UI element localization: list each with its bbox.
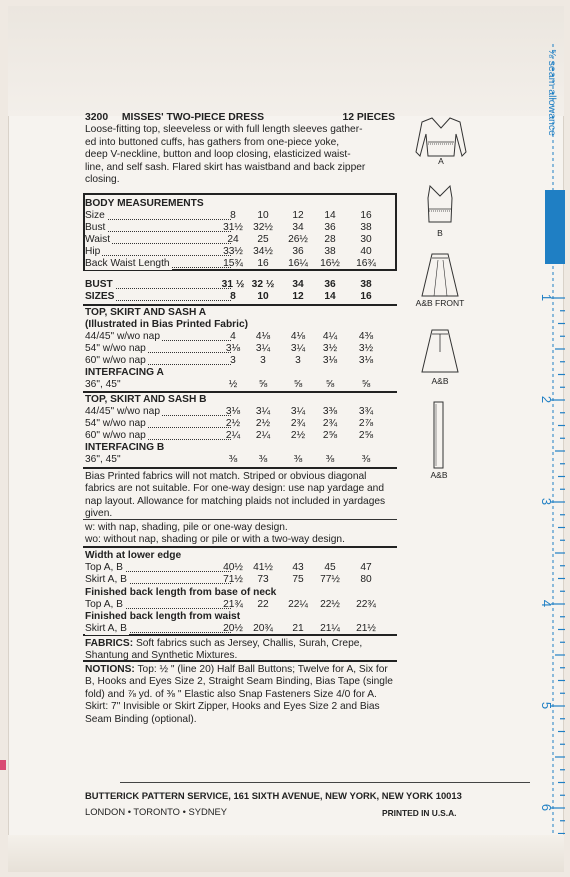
row-value: 34½ xyxy=(253,246,273,257)
description-line: closing. xyxy=(85,174,120,186)
row-value: 31 ½ xyxy=(221,279,245,290)
row-value: 21 xyxy=(292,623,304,634)
description-line: deep V-neckline, button and loop closing, elasticized waist- xyxy=(85,149,351,161)
row-label: Hip xyxy=(85,246,101,257)
row-value: 4⅜ xyxy=(358,331,374,342)
row-value: 41½ xyxy=(253,562,273,573)
row-value: 38 xyxy=(360,222,372,233)
row-value: 2¾ xyxy=(322,418,338,429)
pattern-pieces: 12 PIECES xyxy=(342,112,395,123)
row-label: Waist xyxy=(85,234,111,245)
row-value: 75 xyxy=(292,574,304,585)
row-value: 8 xyxy=(230,210,236,221)
fabrics-label: FABRICS: xyxy=(85,638,134,649)
row-value: 3 xyxy=(230,355,236,366)
seam-allowance-label xyxy=(539,49,558,206)
illustration-label: A&B xyxy=(430,470,448,480)
row-value: ⅜ xyxy=(361,454,371,465)
interfacing-b-title: INTERFACING B xyxy=(85,442,165,453)
illustration-sash xyxy=(428,400,450,470)
row-label: Bust xyxy=(85,222,106,233)
row-label: Skirt A, B xyxy=(85,574,127,585)
row-value: 45 xyxy=(324,562,336,573)
row-value: 73 xyxy=(257,574,269,585)
pink-stain-mark xyxy=(0,760,6,770)
illustration-label: A xyxy=(438,156,444,166)
table-row xyxy=(85,222,397,234)
row-value: 38 xyxy=(360,279,372,290)
table-row xyxy=(85,234,397,246)
table-row xyxy=(85,599,397,611)
notions-body: Top: ½ " (line 20) Half Ball Buttons; Twelve for A, Six for B, Hooks and Eyes Size 2, Straight Seam Binding, Bias Tape (single fold) and ⅞ yd. of ⅜ " Elastic also Snap Fasteners Size 4/0 for A. Skirt: 7" Invisible or Skirt Zipper, Hooks and Eyes Size 2 and Bias Seam Binding (optional). xyxy=(85,664,393,725)
row-value: 47 xyxy=(360,562,372,573)
row-value: 36 xyxy=(292,246,304,257)
row-value: 3 xyxy=(260,355,266,366)
interfacing-a-title: INTERFACING A xyxy=(85,367,164,378)
printed-in: PRINTED IN U.S.A. xyxy=(382,808,457,818)
width-title: Width at lower edge xyxy=(85,550,182,561)
row-value: 3⅜ xyxy=(322,406,338,417)
row-label: 44/45" w/wo nap xyxy=(85,331,160,342)
row-value: 40½ xyxy=(223,562,243,573)
section-a-subtitle: (Illustrated in Bias Printed Fabric) xyxy=(85,319,249,330)
fabrics-text xyxy=(85,638,395,663)
row-value: 10 xyxy=(257,291,269,302)
row-value: ⅝ xyxy=(325,379,335,390)
row-value: 20¾ xyxy=(253,623,273,634)
table-row xyxy=(85,210,397,222)
row-value: 32 ½ xyxy=(251,279,275,290)
divider xyxy=(83,634,397,636)
row-value: 16¾ xyxy=(356,258,376,269)
table-row xyxy=(85,418,397,430)
row-value: 25 xyxy=(257,234,269,245)
row-value: 3½ xyxy=(358,343,374,354)
row-value: 8 xyxy=(230,291,236,302)
pattern-header xyxy=(85,112,395,125)
description-line: ed into buttoned cuffs, has gathers from one-piece yoke, xyxy=(85,136,340,148)
row-value: 4¼ xyxy=(322,331,338,342)
table-row xyxy=(85,258,397,270)
leader-dots xyxy=(85,254,231,256)
row-value: 10 xyxy=(257,210,269,221)
table-row xyxy=(85,279,397,291)
row-value: 14 xyxy=(324,210,336,221)
row-value: 4⅛ xyxy=(290,331,306,342)
row-value: 12 xyxy=(292,291,304,302)
row-value: ⅜ xyxy=(228,454,238,465)
body-measurements-title: BODY MEASUREMENTS xyxy=(85,198,204,209)
divider xyxy=(83,304,397,306)
nap-note-w: w: with nap, shading, pile or one-way design. xyxy=(85,522,288,533)
row-label: Top A, B xyxy=(85,599,123,610)
row-label: 54" w/wo nap xyxy=(85,343,146,354)
waist-length-title: Finished back length from waist xyxy=(85,611,241,622)
table-row xyxy=(85,246,397,258)
company-cities: LONDON • TORONTO • SYDNEY xyxy=(85,806,228,817)
table-row xyxy=(85,355,397,367)
row-value: 38 xyxy=(324,246,336,257)
row-label: 44/45" w/wo nap xyxy=(85,406,160,417)
row-value: 3¼ xyxy=(290,406,306,417)
row-label: SIZES xyxy=(85,291,115,302)
row-value: 80 xyxy=(360,574,372,585)
row-value: ½ xyxy=(228,379,238,390)
row-value: 2½ xyxy=(290,430,306,441)
description-line: line, and self sash. Flared skirt has waistband and back zipper xyxy=(85,161,366,173)
nap-note-wo: wo: without nap, shading or pile or with a two-way design. xyxy=(85,534,345,545)
row-value: 22 xyxy=(257,599,269,610)
row-label: 36", 45" xyxy=(85,454,121,465)
row-value: 20½ xyxy=(223,623,243,634)
bias-note: Bias Printed fabrics will not match. Striped or obvious diagonal fabrics are not suitable. For one-way design: use nap yardage and nap layout. Allowance for matching plaids not included in yardages given. xyxy=(85,471,386,520)
envelope-flap xyxy=(8,6,564,116)
row-value: 4 xyxy=(230,331,236,342)
row-value: 22¾ xyxy=(356,599,376,610)
row-label: Top A, B xyxy=(85,562,123,573)
row-value: 3¼ xyxy=(255,343,271,354)
table-row xyxy=(85,343,397,355)
row-value: 16¼ xyxy=(288,258,308,269)
row-value: 3¼ xyxy=(290,343,306,354)
table-row xyxy=(85,430,397,442)
row-value: 21½ xyxy=(356,623,376,634)
illustration-skirt-back xyxy=(418,326,462,376)
row-value: 3 xyxy=(295,355,301,366)
description-line: Loose-fitting top, sleeveless or with full length sleeves gather- xyxy=(85,124,363,135)
row-value: 4⅛ xyxy=(255,331,271,342)
illustration-label: B xyxy=(437,228,443,238)
row-value: 22¼ xyxy=(288,599,308,610)
ruler-number: 6 xyxy=(539,803,555,812)
row-value: 21¼ xyxy=(320,623,340,634)
row-label: Skirt A, B xyxy=(85,623,127,634)
row-value: 22½ xyxy=(320,599,340,610)
table-row xyxy=(85,562,397,574)
envelope-bottom xyxy=(8,835,564,872)
row-value: 43 xyxy=(292,562,304,573)
row-value: 3¼ xyxy=(255,406,271,417)
table-row xyxy=(85,291,397,303)
row-value: 33½ xyxy=(223,246,243,257)
table-row xyxy=(85,574,397,586)
illustration-label: A&B FRONT xyxy=(415,298,465,308)
row-value: 2⅝ xyxy=(322,430,338,441)
notions-text xyxy=(85,664,395,726)
row-value: 32½ xyxy=(253,222,273,233)
section-a-title: TOP, SKIRT AND SASH A xyxy=(85,307,207,318)
divider xyxy=(83,546,397,548)
row-value: 3⅛ xyxy=(225,406,241,417)
row-value: 34 xyxy=(292,279,304,290)
row-value: 12 xyxy=(292,210,304,221)
illustration-label: A&B xyxy=(431,376,449,386)
row-value: 2½ xyxy=(225,418,241,429)
table-row xyxy=(85,454,397,466)
row-value: 36 xyxy=(324,279,336,290)
table-row xyxy=(85,331,397,343)
divider xyxy=(83,467,397,469)
ruler-number: 5 xyxy=(539,701,555,710)
footer-rule xyxy=(120,782,530,783)
row-value: 31½ xyxy=(223,222,243,233)
table-row xyxy=(85,406,397,418)
row-value: 16 xyxy=(257,258,269,269)
row-label: 60" w/wo nap xyxy=(85,430,146,441)
row-value: 3½ xyxy=(322,343,338,354)
ruler-number: 1 xyxy=(539,293,555,302)
row-value: 21¾ xyxy=(223,599,243,610)
row-value: 30 xyxy=(360,234,372,245)
row-label: Size xyxy=(85,210,105,221)
row-value: ⅝ xyxy=(293,379,303,390)
divider xyxy=(83,391,397,393)
row-value: 3¾ xyxy=(358,406,374,417)
row-label: 60" w/wo nap xyxy=(85,355,146,366)
table-row xyxy=(85,379,397,391)
ruler-number: 2 xyxy=(539,395,555,404)
row-label: 54" w/wo nap xyxy=(85,418,146,429)
ruler-number: 4 xyxy=(539,599,555,608)
row-value: ⅜ xyxy=(325,454,335,465)
illustration-top-b xyxy=(418,182,462,226)
row-value: 2⅞ xyxy=(358,418,374,429)
row-value: ⅝ xyxy=(258,379,268,390)
row-value: ⅝ xyxy=(361,379,371,390)
row-value: 3⅛ xyxy=(225,343,241,354)
section-b-title: TOP, SKIRT AND SASH B xyxy=(85,394,207,405)
row-value: 16 xyxy=(360,291,372,302)
row-value: ⅜ xyxy=(258,454,268,465)
row-value: 77½ xyxy=(320,574,340,585)
row-value: 34 xyxy=(292,222,304,233)
row-value: 2¾ xyxy=(290,418,306,429)
fabrics-body: Soft fabrics such as Jersey, Challis, Surah, Crepe, Shantung and Synthetic Mixtures. xyxy=(85,638,363,662)
row-value: 26½ xyxy=(288,234,308,245)
row-value: 2¼ xyxy=(255,430,271,441)
notions-label: NOTIONS: xyxy=(85,664,135,675)
row-value: 3⅛ xyxy=(322,355,338,366)
row-value: 16 xyxy=(360,210,372,221)
row-value: 24 xyxy=(227,234,239,245)
row-value: 71½ xyxy=(223,574,243,585)
row-label: BUST xyxy=(85,279,113,290)
row-value: 2¼ xyxy=(225,430,241,441)
pattern-title: MISSES' TWO-PIECE DRESS xyxy=(121,112,265,123)
row-value: 2⅝ xyxy=(358,430,374,441)
row-value: 15¾ xyxy=(223,258,243,269)
row-label: Back Waist Length xyxy=(85,258,170,269)
illustration-skirt-front xyxy=(418,250,462,300)
pattern-description xyxy=(85,124,397,187)
leader-dots xyxy=(85,218,231,220)
seam-allowance-text: ⅝ seam allowance xyxy=(546,49,558,136)
row-label: 36", 45" xyxy=(85,379,121,390)
neck-length-title: Finished back length from base of neck xyxy=(85,587,277,598)
row-value: 14 xyxy=(324,291,336,302)
row-value: 40 xyxy=(360,246,372,257)
row-value: ⅜ xyxy=(293,454,303,465)
pattern-number: 3200 xyxy=(85,112,109,123)
company-address: BUTTERICK PATTERN SERVICE, 161 SIXTH AVENUE, NEW YORK, NEW YORK 10013 xyxy=(85,790,462,801)
row-value: 2½ xyxy=(255,418,271,429)
ruler-number: 3 xyxy=(539,497,555,506)
row-value: 3⅛ xyxy=(358,355,374,366)
row-value: 28 xyxy=(324,234,336,245)
row-value: 36 xyxy=(324,222,336,233)
row-value: 16½ xyxy=(320,258,340,269)
